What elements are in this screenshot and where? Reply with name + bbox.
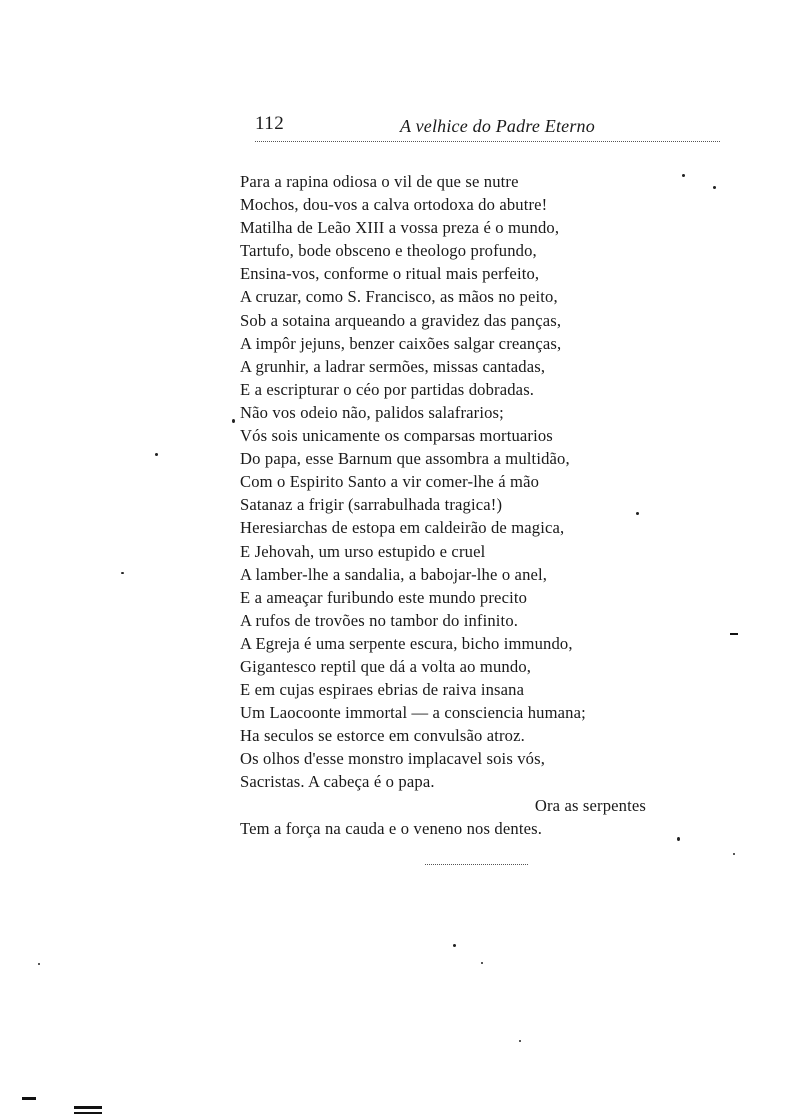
scan-speck xyxy=(481,962,483,964)
poem-line: E a ameaçar furibundo este mundo precito xyxy=(240,587,528,607)
poem-line: A grunhir, a ladrar sermões, missas cantadas, xyxy=(240,356,546,376)
scan-mark xyxy=(74,1112,102,1114)
poem-line: Heresiarchas de estopa em caldeirão de magica, xyxy=(240,518,565,538)
poem-line: Um Laocoonte immortal — a consciencia humana; xyxy=(240,703,586,723)
poem-line: Para a rapina odiosa o vil de que se nutre xyxy=(240,172,519,191)
poem-line: Satanaz a frigir (sarrabulhada tragica!) xyxy=(240,495,503,515)
poem-line: Ensina-vos, conforme o ritual mais perfeito, xyxy=(240,264,540,284)
poem-line: Tem a força na cauda e o veneno nos dentes. xyxy=(240,818,543,838)
poem-line: Os olhos d'esse monstro implacavel sois vós, xyxy=(240,749,546,769)
poem-line: Sob a sotaina arqueando a gravidez das panças, xyxy=(240,310,562,330)
poem-line: E a escripturar o céo por partidas dobradas. xyxy=(240,379,535,399)
poem-line: Com o Espirito Santo a vir comer-lhe á mão xyxy=(240,472,540,492)
scan-mark xyxy=(22,1097,36,1100)
scan-speck xyxy=(121,572,124,574)
poem-line: Matilha de Leão XIII a vossa preza é o mundo, xyxy=(240,218,560,238)
scan-speck xyxy=(232,419,235,423)
poem-line: A rufos de trovões no tambor do infinito. xyxy=(240,610,519,630)
poem-line: Vós sois unicamente os comparsas mortuarios xyxy=(240,426,553,446)
poem-line: Do papa, esse Barnum que assombra a multidão, xyxy=(240,449,570,469)
poem-line: Não vos odeio não, palidos salafrarios; xyxy=(240,402,504,422)
running-title: A velhice do Padre Eterno xyxy=(400,116,595,136)
poem-line: Ora as serpentes xyxy=(534,795,646,815)
poem-line: A lamber-lhe a sandalia, a babojar-lhe o anel, xyxy=(240,564,548,584)
poem-body xyxy=(240,170,660,840)
scan-speck xyxy=(155,453,158,456)
scan-mark xyxy=(730,633,738,635)
poem-line: E Jehovah, um urso estupido e cruel xyxy=(240,541,486,561)
scan-speck xyxy=(453,944,456,947)
poem-line: Sacristas. A cabeça é o papa. xyxy=(240,772,435,792)
poem-line: A cruzar, como S. Francisco, as mãos no peito, xyxy=(240,287,558,307)
poem-line: Mochos, dou-vos a calva ortodoxa do abutre! xyxy=(240,195,548,215)
end-rule xyxy=(425,864,528,865)
scan-speck xyxy=(733,853,735,855)
scan-speck xyxy=(682,174,685,177)
scan-speck xyxy=(713,186,716,189)
scan-speck xyxy=(519,1040,521,1042)
poem-line: E em cujas espiraes ebrias de raiva insana xyxy=(240,680,525,700)
scan-speck xyxy=(38,963,40,965)
page-number: 112 xyxy=(255,113,285,134)
poem-line: Tartufo, bode obsceno e theologo profundo, xyxy=(240,241,537,261)
scan-speck xyxy=(636,512,639,515)
poem-line: Ha seculos se estorce em convulsão atroz. xyxy=(240,726,525,746)
header-rule xyxy=(255,141,720,142)
poem-line: A Egreja é uma serpente escura, bicho immundo, xyxy=(240,633,573,653)
scan-speck xyxy=(677,837,680,841)
scan-mark xyxy=(74,1106,102,1109)
poem-line: Gigantesco reptil que dá a volta ao mundo, xyxy=(240,656,532,676)
poem-line: A impôr jejuns, benzer caixões salgar creanças, xyxy=(240,333,562,353)
